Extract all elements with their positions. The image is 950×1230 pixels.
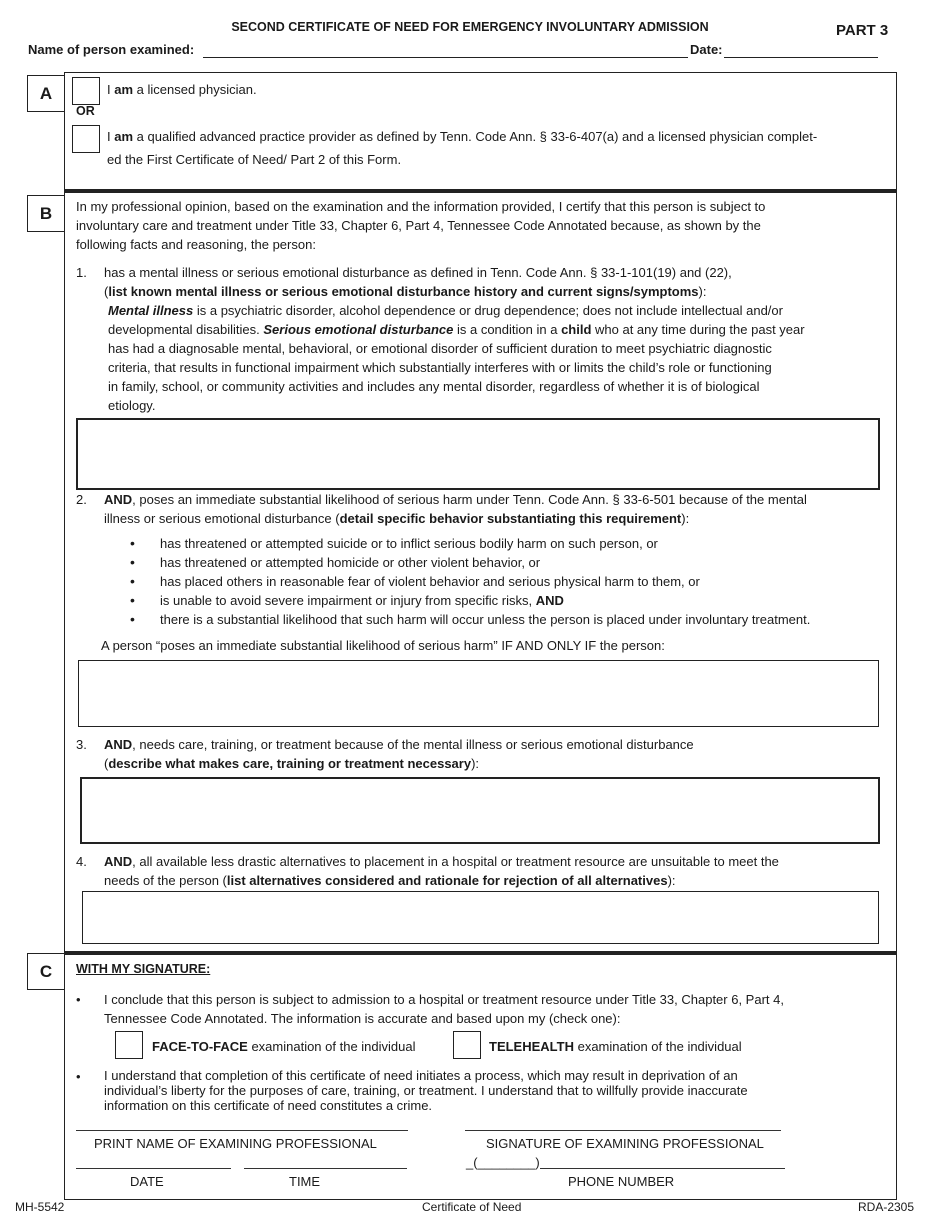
list-item: • is unable to avoid severe impairment or injury from specific risks, AND [130, 591, 890, 610]
list-item: • has threatened or attempted suicide or to inflict serious bodily harm on such person, or [130, 534, 890, 553]
item-1-definitions: Mental illness is a psychiatric disorder, alcohol dependence or drug dependence; does not include intellectual and/or developmental disabilities. Serious emotional disturbance is a condition in a child who at any time during the past year has had a diagnosable mental, behavioral, or emotional disorder of sufficient duration to meet psychiatric diagnostic criteria, that results in functional impairment which substantially interferes with or limits the child’s role or functioning in family, school, or community activities and includes any mental disorder, regardless of whether it is of biological etiology. [108, 303, 805, 413]
time-label: TIME [289, 1174, 321, 1189]
bullet-icon: • [76, 1069, 81, 1084]
item-2-answer-box[interactable] [78, 660, 879, 727]
harm-criteria-list [130, 534, 890, 629]
bullet-icon: • [76, 992, 81, 1007]
date-label: Date: [690, 42, 723, 57]
item-3-number: 3. [76, 737, 87, 752]
signature-label: SIGNATURE OF EXAMINING PROFESSIONAL [486, 1136, 764, 1151]
face-to-face-checkbox[interactable] [115, 1031, 143, 1059]
conclusion-text: I conclude that this person is subject to admission to a hospital or treatment resource under Title 33, Chapter 6, Part 4, Tennessee Code Annotated. The information is accurate and based upon my (check one): [104, 992, 784, 1026]
or-label: OR [76, 104, 95, 118]
item-3-answer-box[interactable] [80, 777, 880, 844]
telehealth-label: TELEHEALTH examination of the individual [489, 1039, 742, 1054]
item-1-answer-box[interactable] [76, 418, 880, 490]
phone-prefix: _(________) [466, 1155, 540, 1170]
harm-definition-text: A person “poses an immediate substantial likelihood of serious harm” IF AND ONLY IF the person: [101, 638, 665, 653]
signature-line[interactable] [465, 1130, 781, 1131]
list-item: • there is a substantial likelihood that such harm will occur unless the person is placed under involuntary treatment. [130, 610, 890, 629]
item-1-text: has a mental illness or serious emotional disturbance as defined in Tenn. Code Ann. § 33-1-101(19) and (22), (list known mental illness or serious emotional disturbance history and current signs/symptoms): [104, 265, 732, 299]
phone-line[interactable] [540, 1168, 785, 1169]
time-line[interactable] [244, 1168, 407, 1169]
rda-number: RDA-2305 [858, 1200, 915, 1214]
date-line[interactable] [76, 1168, 231, 1169]
item-2-text: AND, poses an immediate substantial likelihood of serious harm under Tenn. Code Ann. § 33-6-501 because of the mental illness or serious emotional disturbance (detail specific behavior substantiating this requirement): [104, 492, 807, 526]
option-apn-text: I am a qualified advanced practice provider as defined by Tenn. Code Ann. § 33-6-407(a) and a licensed physician complet- ed the First Certificate of Need/ Part 2 of this Form. [107, 129, 818, 167]
list-item: • has placed others in reasonable fear of violent behavior and serious physical harm to them, or [130, 572, 890, 591]
face-to-face-label: FACE-TO-FACE examination of the individual [152, 1039, 416, 1054]
physician-checkbox[interactable] [72, 77, 100, 105]
item-4-answer-box[interactable] [82, 891, 879, 944]
phone-label: PHONE NUMBER [568, 1174, 675, 1189]
item-4-text: AND, all available less drastic alternatives to placement in a hospital or treatment resource are unsuitable to meet the needs of the person (list alternatives considered and rationale for rejection of all alternatives): [104, 854, 779, 888]
name-field[interactable] [203, 42, 688, 58]
item-3-text: AND, needs care, training, or treatment because of the mental illness or serious emotional disturbance (describe what makes care, training or treatment necessary): [104, 737, 694, 771]
name-label: Name of person examined: [28, 42, 195, 57]
form-number: MH-5542 [15, 1200, 65, 1214]
section-a-letter: A [27, 75, 65, 112]
name-date-row [28, 42, 908, 57]
list-item: • has threatened or attempted homicide or other violent behavior, or [130, 553, 890, 572]
apn-checkbox[interactable] [72, 125, 100, 153]
section-c-letter: C [27, 953, 65, 990]
item-4-number: 4. [76, 854, 87, 869]
option-physician-text: I am a licensed physician. [107, 82, 257, 97]
section-b-letter: B [27, 195, 65, 232]
print-name-label: PRINT NAME OF EXAMINING PROFESSIONAL [94, 1136, 377, 1151]
item-2-number: 2. [76, 492, 87, 507]
form-title: SECOND CERTIFICATE OF NEED FOR EMERGENCY INVOLUNTARY ADMISSION [231, 20, 709, 34]
acknowledgement-text: I understand that completion of this certificate of need initiates a process, which may result in deprivation of an individual’s liberty for the purposes of care, training, or treatment. I understand that to willfully provide inaccurate information on this certificate of need constitutes a crime. [104, 1068, 748, 1113]
signature-heading: WITH MY SIGNATURE: [76, 962, 211, 976]
date-field[interactable] [724, 42, 878, 58]
telehealth-checkbox[interactable] [453, 1031, 481, 1059]
item-1-number: 1. [76, 265, 87, 280]
date-sig-label: DATE [130, 1174, 164, 1189]
footer-center: Certificate of Need [422, 1200, 522, 1214]
part-label: PART 3 [836, 22, 889, 39]
print-name-line[interactable] [76, 1130, 408, 1131]
section-b-intro: In my professional opinion, based on the examination and the information provided, I certify that this person is subject to involuntary care and treatment under Title 33, Chapter 6, Part 4, Tennessee Code Annotated because, as shown by the following facts and reasoning, the person: [76, 199, 766, 252]
